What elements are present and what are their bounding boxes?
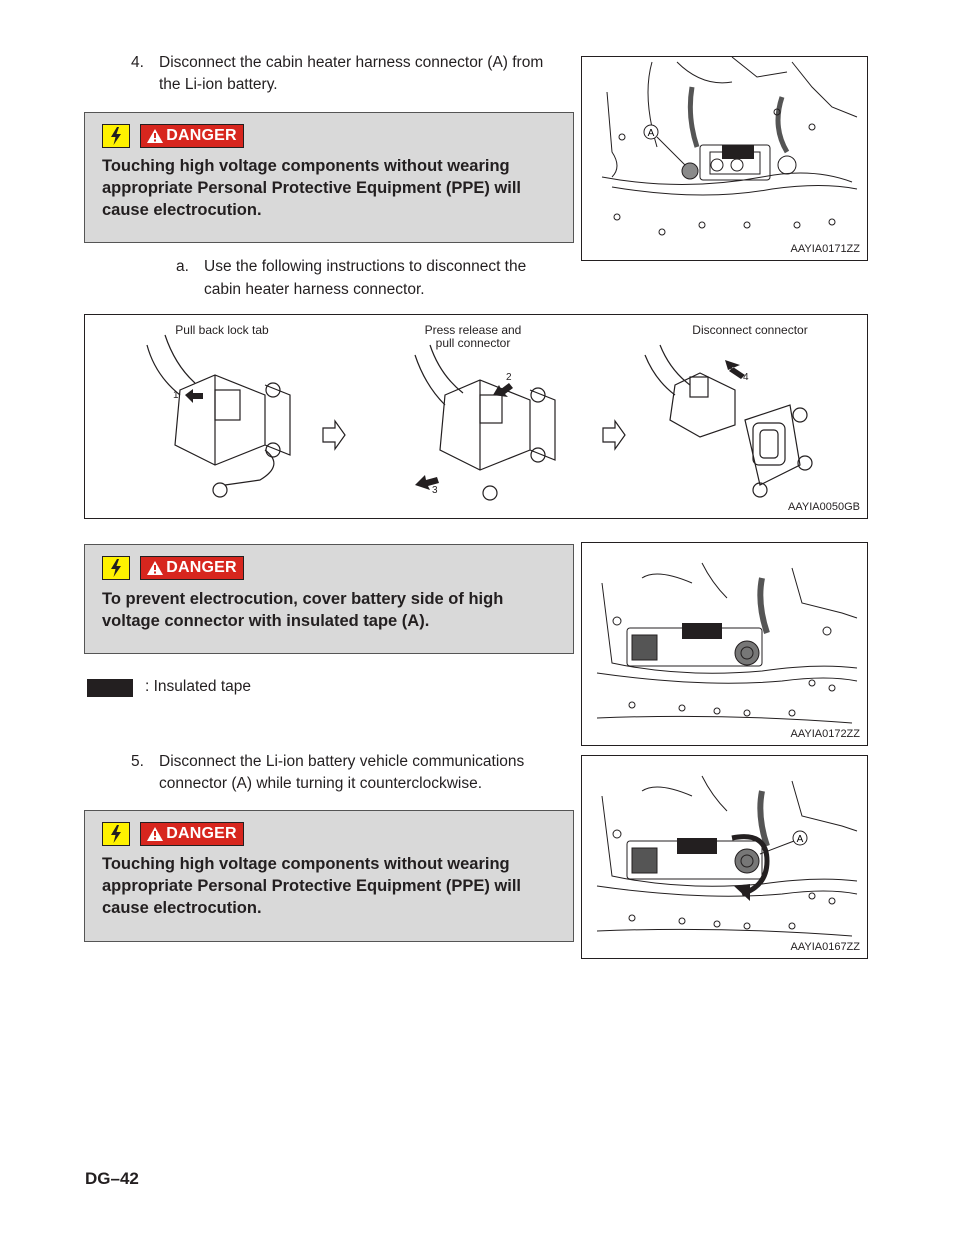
figure-code: AAYIA0172ZZ [790,728,860,740]
taped-connector-illustration [582,543,867,728]
danger-message: Touching high voltage components without wearing appropriate Personal Protective Equipment (PPE) will cause electrocution. [102,157,522,219]
legend-label: : Insulated tape [145,678,251,695]
danger-label: DANGER [140,556,244,580]
panel1-caption: Pull back lock tab [175,323,269,337]
warning-triangle-icon [147,561,163,575]
danger-box [84,810,574,942]
step-text-line: the Li-ion battery. [159,76,278,93]
danger-box [84,544,574,654]
comm-connector-illustration [582,756,867,941]
danger-message: To prevent electrocution, cover battery side of high voltage connector with insulated tape (A). [102,590,504,630]
figure-connector-a [581,56,868,261]
figure-code: AAYIA0171ZZ [790,243,860,255]
step-4 [131,52,581,96]
high-voltage-icon [102,556,130,580]
battery-connector-illustration [582,57,867,242]
danger-header [102,123,244,149]
figure-communications-connector [581,755,868,959]
callout-4: 4 [743,372,749,383]
step-number: 4. [131,54,144,71]
danger-label: DANGER [140,822,244,846]
connector-steps-illustration [85,315,867,518]
panel3-caption: Disconnect connector [692,323,808,337]
danger-label: DANGER [140,124,244,148]
step-text-line: Disconnect the cabin heater harness connector (A) from [159,54,544,71]
danger-header [102,821,244,847]
panel2-caption: Press release and pull connector [424,323,522,350]
figure-disconnect-sequence [84,314,868,519]
legend-swatch [87,679,133,697]
callout-1: 1 [173,390,179,401]
callout-a: A [647,128,655,139]
danger-message: Touching high voltage components without wearing appropriate Personal Protective Equipment (PPE) will cause electrocution. [102,855,522,917]
callout-2: 2 [506,372,512,383]
danger-box [84,112,574,243]
step-number: 5. [131,753,144,770]
warning-triangle-icon [147,129,163,143]
warning-triangle-icon [147,827,163,841]
high-voltage-icon [102,822,130,846]
figure-insulated-tape [581,542,868,746]
step-4a: a. Use the following instructions to disconnect the cabin heater harness connector. [176,258,527,298]
figure-code: AAYIA0167ZZ [790,941,860,953]
step-letter: a. [176,258,189,275]
page-number: DG–42 [85,1169,139,1188]
step-5: 5. Disconnect the Li-ion battery vehicle communications connector (A) while turning it counterclockwise. [131,753,525,792]
danger-header [102,555,244,581]
callout-a: A [796,834,804,845]
high-voltage-icon [102,124,130,148]
figure-code: AAYIA0050GB [788,501,860,513]
callout-3: 3 [432,485,438,496]
